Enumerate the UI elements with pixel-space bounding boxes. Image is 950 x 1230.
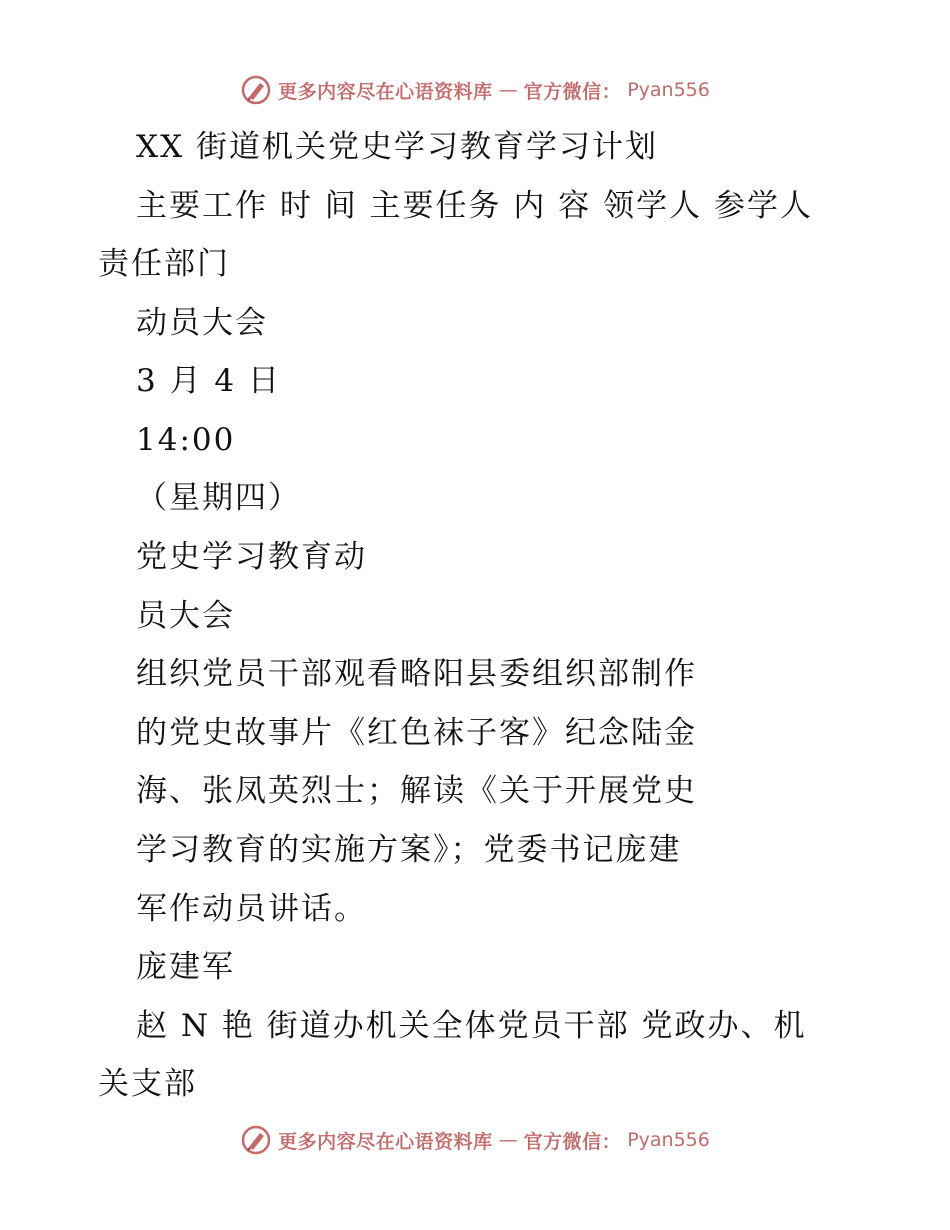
body-line: （星期四） [136, 480, 301, 517]
table-header-row: 主要工作 时 间 主要任务 内 容 领学人 参学人 责任部门 [98, 187, 813, 283]
watermark-wechat-id: Pyan556 [627, 1129, 710, 1151]
body-line: 的党史故事片《红色袜子客》纪念陆金 [136, 714, 697, 751]
body-line: 动员大会 [136, 304, 268, 341]
watermark-text: 更多内容尽在心语资料库 [278, 80, 493, 103]
watermark-footer [0, 1120, 950, 1160]
table-last-row: 赵 N 艳 街道办机关全体党员干部 党政办、机关支部 [98, 1007, 807, 1103]
watermark-wechat-label: 官方微信： [523, 1130, 622, 1153]
watermark-separator: — [498, 79, 518, 101]
pen-logo-icon [240, 74, 272, 106]
body-line: 14:00 [136, 421, 236, 458]
document-body [98, 118, 838, 1114]
watermark-text: 更多内容尽在心语资料库 [278, 1130, 493, 1153]
body-line: 学习教育的实施方案》；党委书记庞建 [136, 831, 682, 868]
body-line: 员大会 [136, 597, 235, 634]
watermark-header [0, 70, 950, 110]
body-line: 党史学习教育动 [136, 538, 367, 575]
watermark-wechat-label: 官方微信： [523, 80, 622, 103]
body-line: 海、张凤英烈士；解读《关于开展党史 [136, 773, 697, 810]
body-line: 组织党员干部观看略阳县委组织部制作 [136, 656, 697, 693]
watermark-wechat-id: Pyan556 [627, 79, 710, 101]
watermark-separator: — [498, 1129, 518, 1151]
document-title: XX 街道机关党史学习教育学习计划 [136, 129, 658, 165]
body-line: 庞建军 [136, 949, 235, 986]
body-line: 军作动员讲话。 [136, 890, 367, 927]
pen-logo-icon [240, 1124, 272, 1156]
body-line: 3 月 4 日 [136, 363, 282, 400]
